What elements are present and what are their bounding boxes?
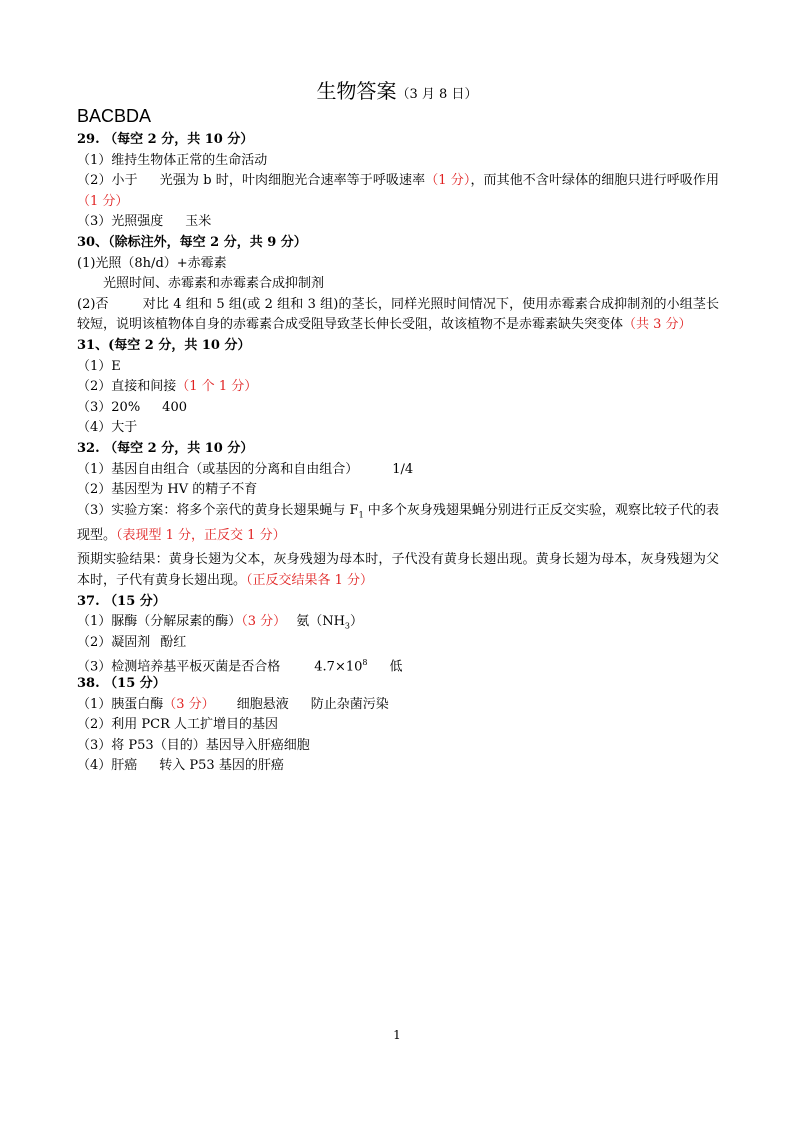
q37-a1-close: ） bbox=[350, 614, 364, 630]
q29-a2-prefix: （2）小于 bbox=[77, 173, 138, 189]
q31-a3-prefix: （3）20% bbox=[77, 399, 141, 415]
q32-a3-text-1: （3）实验方案：将多个亲代的黄身长翅果蝇与 F bbox=[77, 502, 359, 518]
q37-a2-value: 酚红 bbox=[160, 634, 187, 650]
q37-a3-exponent: 8 bbox=[362, 658, 368, 668]
q29-a3-value: 玉米 bbox=[185, 214, 212, 230]
q31-a2-score: （1 个 1 分） bbox=[176, 379, 258, 395]
q38-answer-4 bbox=[77, 756, 719, 777]
choice-answers: BACBDA bbox=[77, 106, 152, 126]
title-date: （3 月 8 日） bbox=[396, 87, 478, 102]
q37-a3-value: 低 bbox=[389, 659, 403, 675]
q32-a1-text: （1）基因自由组合（或基因的分离和自由组合） bbox=[77, 461, 359, 477]
answer-content bbox=[77, 130, 719, 777]
q31-heading: 31、(每空 2 分，共 10 分） bbox=[77, 337, 251, 353]
q30-a2-score: （共 3 分） bbox=[623, 317, 692, 333]
q38-a1-value-3: 防止杂菌污染 bbox=[310, 696, 389, 712]
q32-answer-2: （2）基因型为 HV 的精子不育 bbox=[77, 482, 258, 498]
q32-a3-text-2: 中多个灰身残翅果蝇分别进行正反交实验，观察比较子代的表现型。 bbox=[77, 502, 719, 543]
q38-a4-prefix: （4）肝癌 bbox=[77, 758, 138, 774]
q31-answer-4: （4）大于 bbox=[77, 420, 138, 436]
q29-answer-1: （1）维持生物体正常的生命活动 bbox=[77, 152, 268, 168]
q37-a3-prefix: （3）检测培养基平板灭菌是否合格 bbox=[77, 659, 281, 675]
q37-a1-text: （1）脲酶（分解尿素的酶） bbox=[77, 614, 242, 630]
q38-a1-value-2: 细胞悬液 bbox=[236, 696, 289, 712]
q29-a3-prefix: （3）光照强度 bbox=[77, 214, 164, 230]
q38-a1-text: （1）胰蛋白酶 bbox=[77, 696, 164, 712]
q29-answer-3 bbox=[77, 212, 719, 233]
q37-a1-value: 氨（NH bbox=[296, 614, 345, 630]
q31-a2-text: （2）直接和间接 bbox=[77, 379, 177, 395]
q30-a2-prefix: (2)否 bbox=[77, 296, 109, 312]
title-main: 生物答案 bbox=[316, 79, 397, 103]
q32-answer-3 bbox=[77, 501, 719, 547]
q29-a2-text-2: ，而其他不含叶绿体的细胞只进行呼吸作用 bbox=[470, 173, 719, 189]
q38-answer-1 bbox=[77, 695, 719, 716]
q32-a3-subscript: 1 bbox=[358, 510, 364, 520]
page-number: 1 bbox=[393, 1028, 401, 1042]
q32-prediction bbox=[77, 550, 719, 591]
q32-a3-score: （表现型 1 分，正反交 1 分） bbox=[116, 527, 286, 543]
q37-answer-2 bbox=[77, 633, 719, 654]
q37-heading: 37. （15 分） bbox=[77, 593, 166, 609]
q38-answer-2: （2）利用 PCR 人工扩增目的基因 bbox=[77, 717, 279, 733]
q32-a1-value: 1/4 bbox=[392, 461, 414, 477]
q37-a2-prefix: （2）凝固剂 bbox=[77, 634, 151, 650]
q29-heading: 29. （每空 2 分，共 10 分） bbox=[77, 132, 254, 147]
q32-prediction-text: 预期实验结果：黄身长翅为父本，灰身残翅为母本时，子代没有黄身长翅出现。黄身长翅为母本，灰身残翅为父本时，子代有黄身长翅出现。 bbox=[77, 552, 719, 589]
q31-answer-1: （1）E bbox=[77, 358, 121, 374]
q32-heading: 32. （每空 2 分，共 10 分） bbox=[77, 440, 254, 456]
q30-answer-1b: 光照时间、赤霉素和赤霉素合成抑制剂 bbox=[103, 276, 325, 292]
q30-answer-2 bbox=[77, 295, 719, 336]
q29-a2-text: 光强为 b 时，叶肉细胞光合速率等于呼吸速率 bbox=[159, 173, 426, 189]
q30-answer-1: (1)光照（8h/d）+赤霉素 bbox=[77, 255, 227, 271]
q37-answer-3 bbox=[77, 653, 719, 674]
q30-a2-text: 对比 4 组和 5 组(或 2 组和 3 组)的茎长，同样光照时间情况下，使用赤霉素合成抑制剂的小组茎长较短，说明该植物体自身的赤霉素合成受阻导致茎长伸长受阻，故该植物不是赤霉素缺失突变体 bbox=[77, 296, 719, 333]
q37-a1-score: （3 分） bbox=[241, 614, 287, 630]
q31-answer-2 bbox=[77, 377, 719, 398]
q29-answer-2 bbox=[77, 171, 719, 212]
q38-answer-3: （3）将 P53（目的）基因导入肝癌细胞 bbox=[77, 737, 310, 753]
q37-a1-subscript: 3 bbox=[344, 621, 350, 631]
q29-a2-score-1: （1 分） bbox=[425, 173, 471, 189]
q30-heading: 30、（除标注外，每空 2 分，共 9 分） bbox=[77, 234, 307, 250]
q38-heading: 38. （15 分） bbox=[77, 676, 166, 692]
q32-answer-1 bbox=[77, 460, 719, 481]
q37-a3-number: 4.7×10 bbox=[314, 659, 363, 675]
q32-prediction-score: （正反交结果各 1 分） bbox=[246, 573, 374, 589]
q38-a4-value: 转入 P53 基因的肝癌 bbox=[159, 758, 284, 774]
q31-answer-3 bbox=[77, 398, 719, 419]
q37-answer-1 bbox=[77, 612, 719, 633]
q38-a1-score: （3 分） bbox=[163, 696, 215, 712]
q31-a3-value: 400 bbox=[162, 399, 187, 415]
q29-a2-score-2: （1 分） bbox=[77, 193, 129, 209]
